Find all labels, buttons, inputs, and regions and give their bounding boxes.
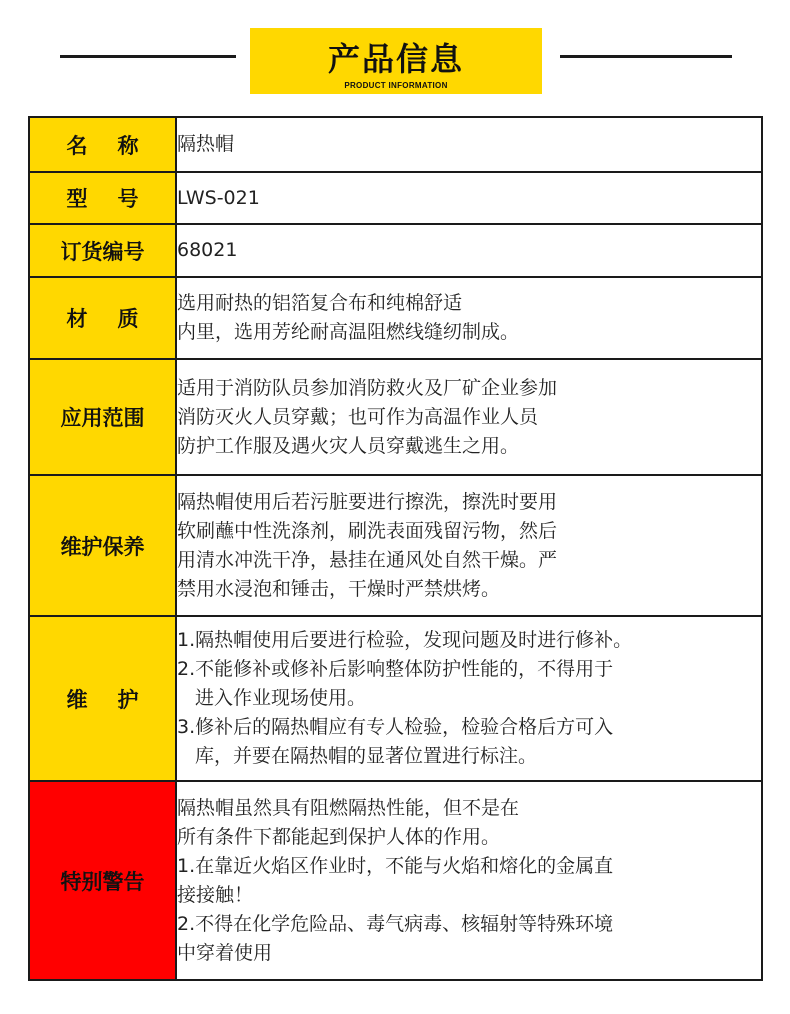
row-value: [176, 172, 762, 224]
row-label: 材质: [29, 277, 176, 359]
value-line: 防护工作服及遇火灾人员穿戴逃生之用。: [177, 434, 520, 457]
row-label: 维护: [29, 616, 176, 781]
value-line: 禁用水浸泡和锤击，干燥时严禁烘烤。: [177, 577, 501, 600]
value-line: 适用于消防队员参加消防救火及厂矿企业参加: [177, 376, 558, 399]
value-line: 2.不得在化学危险品、毒气病毒、核辐射等特殊环境: [177, 912, 614, 935]
list-item: 进入作业现场使用。: [195, 687, 367, 709]
value-line: 用清水冲洗干净，悬挂在通风处自然干燥。严: [177, 548, 558, 571]
row-material: [29, 277, 762, 359]
page-title: 产品信息: [327, 40, 464, 78]
row-value: [176, 475, 762, 616]
value-line: 隔热帽使用后若污脏要进行擦洗，擦洗时要用: [177, 490, 558, 513]
value-line: 接接触！: [177, 883, 254, 906]
value-line: 选用耐热的铝箔复合布和纯棉舒适: [177, 292, 463, 314]
value-line: 所有条件下都能起到保护人体的作用。: [177, 825, 501, 848]
row-maintenance-care: [29, 475, 762, 616]
row-label: 应用范围: [29, 359, 176, 475]
row-label: 维护保养: [29, 475, 176, 616]
value-line: 消防灭火人员穿戴；也可作为高温作业人员: [177, 405, 539, 428]
value-line: 中穿着使用: [177, 941, 273, 964]
page-subtitle: PRODUCT INFORMATION: [344, 81, 448, 90]
list-item: 库，并要在隔热帽的显著位置进行标注。: [195, 745, 538, 767]
value-line: 软刷蘸中性洗涤剂，刷洗表面残留污物，然后: [177, 519, 558, 542]
row-value: [176, 224, 762, 277]
header-rule-right: [560, 55, 732, 58]
row-value: [176, 117, 762, 172]
list-item: 3.修补后的隔热帽应有专人检验，检验合格后方可入: [177, 716, 614, 738]
value-line: LWS-021: [177, 186, 260, 209]
row-special-warning: [29, 781, 762, 980]
row-value: [176, 616, 762, 781]
row-value: [176, 359, 762, 475]
row-label: 特别警告: [29, 781, 176, 980]
row-label: 订货编号: [29, 224, 176, 277]
row-repair: [29, 616, 762, 781]
list-item: 2.不能修补或修补后影响整体防护性能的，不得用于: [177, 658, 614, 680]
row-order-number: [29, 224, 762, 277]
row-application: [29, 359, 762, 475]
value-line: 68021: [177, 239, 238, 261]
row-label: 名称: [29, 117, 176, 172]
row-value: [176, 277, 762, 359]
title-banner: [250, 28, 542, 94]
value-line: 1.在靠近火焰区作业时，不能与火焰和熔化的金属直: [177, 854, 614, 877]
row-name: [29, 117, 762, 172]
value-line: 隔热帽: [177, 133, 235, 155]
row-value: [176, 781, 762, 980]
row-label: 型号: [29, 172, 176, 224]
list-item: 1.隔热帽使用后要进行检验，发现问题及时进行修补。: [177, 629, 633, 651]
header-rule-left: [60, 55, 236, 58]
value-line: 内里，选用芳纶耐高温阻燃线缝纫制成。: [177, 321, 520, 343]
value-line: 隔热帽虽然具有阻燃隔热性能，但不是在: [177, 796, 520, 819]
product-info-table: [28, 116, 763, 981]
row-model: [29, 172, 762, 224]
